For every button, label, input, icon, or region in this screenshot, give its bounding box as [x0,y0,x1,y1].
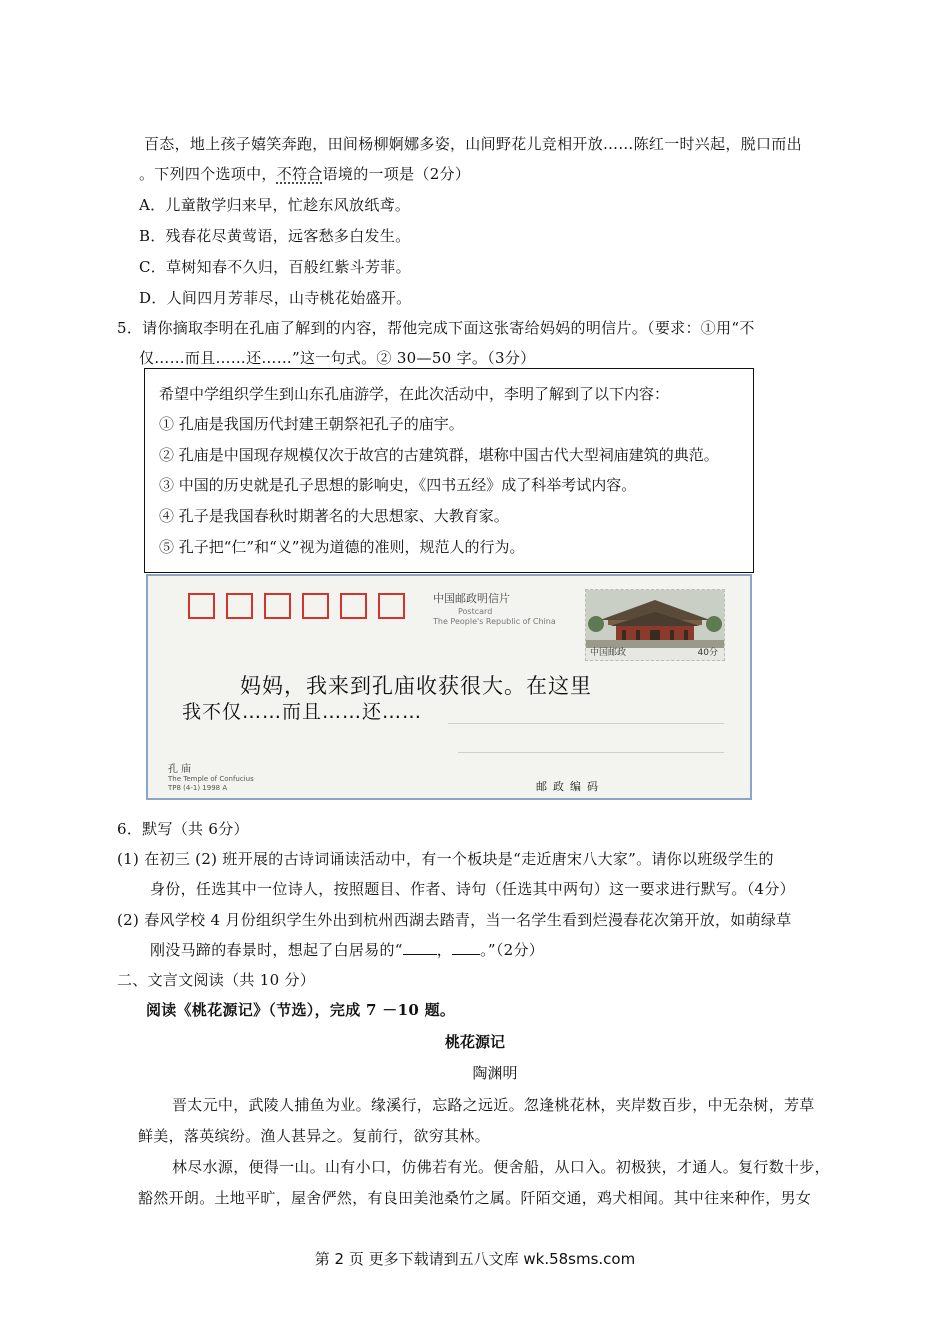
q5-prompt-line1: 5．请你摘取李明在孔庙了解到的内容，帮他完成下面这张寄给妈妈的明信片。（要求：①用“不 [117,319,755,337]
info-box-item-3: ③ 中国的历史就是孔子思想的影响史，《四书五经》成了科举考试内容。 [159,476,637,494]
stamp-value: 40分 [697,648,718,658]
info-box-item-2: ② 孔庙是中国现存规模仅次于故宫的古建筑群，堪称中国古代大型祠庙建筑的典范。 [159,446,719,464]
postcard-caption-code: TP8 (4-1) 1998 A [168,784,228,792]
zip-box-4 [302,593,329,619]
postcard-handwriting-line2: 我不仅……而且……还…… [182,701,423,723]
address-line-1 [448,723,724,724]
postcard-subtitle-en2: The People's Republic of China [433,617,556,626]
q4-question-pre: 。下列四个选项中， [139,165,277,183]
info-box-item-4: ④ 孔子是我国春秋时期著名的大思想家、大教育家。 [159,507,509,525]
postcard-title: 中国邮政明信片 [433,592,510,605]
q4-option-c: C．草树知春不久归，百般红紫斗芳菲。 [139,258,411,276]
q4-context-line1: 百态，地上孩子嬉笑奔跑，田间杨柳婀娜多姿，山间野花儿竞相开放……陈红一时兴起，脱口而出 [144,135,802,153]
postcard-image [146,574,752,800]
section2-heading: 二、文言文阅读（共 10 分） [117,971,316,989]
q4-option-b: B．残春花尽黄莺语，远客愁多白发生。 [139,227,411,245]
answer-blank-2[interactable] [452,940,480,955]
temple-stamp-picture [586,590,724,648]
address-line-2 [458,752,724,753]
postal-code-label: 邮政编码 [536,780,604,793]
essay-title: 桃花源记 [444,1033,505,1051]
q4-option-d: D．人间四月芳菲尽，山寺桃花始盛开。 [139,289,412,307]
q6-part2-line2 [150,939,544,960]
info-box-intro: 希望中学组织学生到山东孔庙游学，在此次活动中，李明了解到了以下内容： [159,385,670,403]
temple-stamp [585,589,725,661]
essay-para2-line1: 林尽水源，便得一山。山有小口，仿佛若有光。便舍船，从口入。初极狭，才通人。复行数十步， [172,1158,830,1176]
q6-part2-pre: 刚没马蹄的春景时，想起了白居易的“ [150,941,403,959]
q4-question-post: 语境的一项是（2分） [322,165,471,183]
postcard-caption-cn: 孔 庙 [168,764,192,775]
postcard-subtitle-en1: Postcard [458,607,493,616]
section2-instruction: 阅读《桃花源记》（节选），完成 7 －10 题。 [146,1001,456,1019]
q6-title: 6．默写（共 6分） [117,820,249,838]
info-box-item-1: ① 孔庙是我国历代封建王朝祭祀孔子的庙宇。 [159,415,464,433]
q6-part1-line2: 身份，任选其中一位诗人，按照题目、作者、诗句（任选其中两句）这一要求进行默写。（4分） [150,880,795,898]
q4-question-line [139,163,470,184]
q6-part2-mid: ， [436,941,453,959]
q5-info-box [144,368,754,573]
essay-para1-line1: 晋太元中，武陵人捕鱼为业。缘溪行，忘路之远近。忽逢桃花林，夹岸数百步，中无杂树，芳草 [172,1096,815,1114]
answer-blank-1[interactable] [403,940,437,955]
q4-option-a: A．儿童散学归来早，忙趁东风放纸鸢。 [139,196,411,214]
zip-box-1 [188,593,215,619]
q6-part2-line1: (2) 春风学校 4 月份组织学生外出到杭州西湖去踏青，当一名学生看到烂漫春花次第开放，如萌绿草 [117,911,792,929]
zip-box-5 [340,593,367,619]
stamp-label: 中国邮政 [590,648,627,658]
zip-box-2 [226,593,253,619]
essay-para2-line2: 豁然开朗。土地平旷，屋舍俨然，有良田美池桑竹之属。阡陌交通，鸡犬相闻。其中往来种作，男女 [138,1189,812,1207]
q6-part1-line1: (1) 在初三 (2) 班开展的古诗词诵读活动中，有一个板块是“走近唐宋八大家”。请你以班级学生的 [117,850,774,868]
q5-prompt-line2: 仅……而且……还……”这一句式。② 30—50 字。（3分） [139,349,536,367]
page-footer: 第 2 页 更多下载请到五八文库 wk.58sms.com [314,1250,636,1268]
essay-para1-line2: 鲜美，落英缤纷。渔人甚异之。复前行，欲穷其林。 [138,1127,490,1145]
essay-author: 陶渊明 [472,1064,518,1082]
zip-box-3 [264,593,291,619]
postcard-caption-en: The Temple of Confucius [168,775,254,783]
q6-part2-post: 。”（2分） [480,941,545,959]
postcard-handwriting-line1: 妈妈，我来到孔庙收获很大。在这里 [240,674,592,698]
info-box-item-5: ⑤ 孔子把“仁”和“义”视为道德的准则，规范人的行为。 [159,538,525,556]
zip-box-6 [378,593,405,619]
q4-question-emphasis: 不符合 [276,165,323,183]
